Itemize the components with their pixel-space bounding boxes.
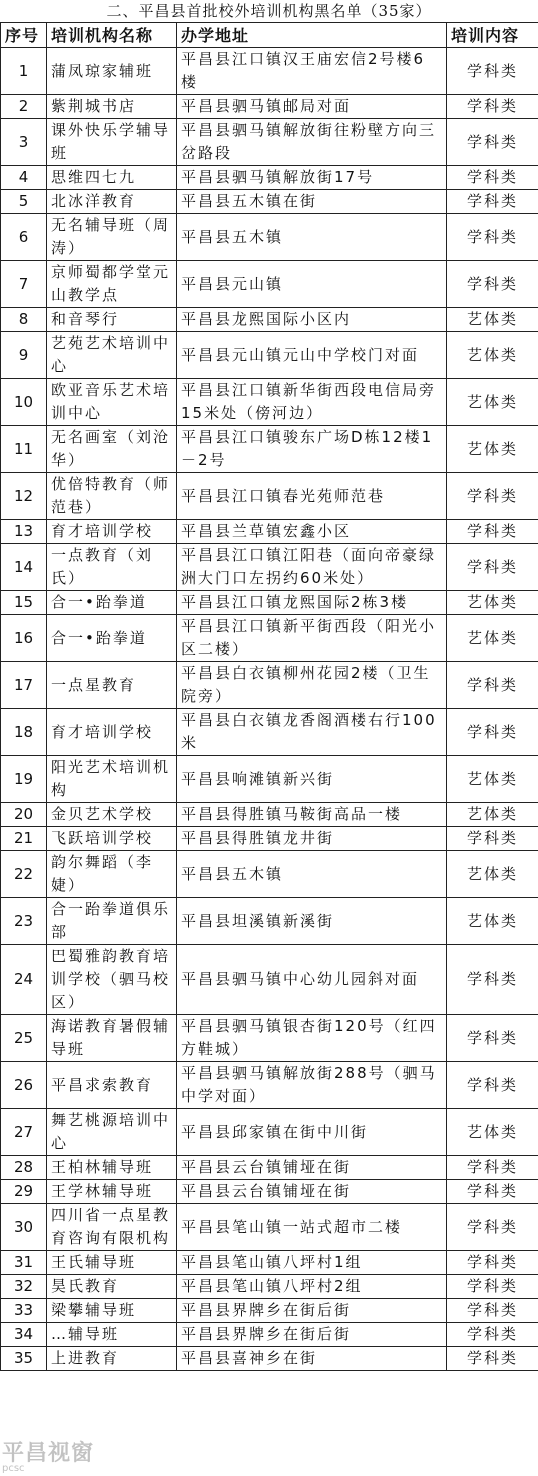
institution-name: 北冰洋教育 <box>47 190 177 214</box>
row-number: 16 <box>1 615 47 662</box>
institution-address: 平昌县五木镇 <box>177 851 447 898</box>
training-category: 学科类 <box>447 166 538 190</box>
training-category: 学科类 <box>447 261 538 308</box>
column-header-name: 培训机构名称 <box>47 23 177 48</box>
row-number: 26 <box>1 1062 47 1109</box>
table-row <box>1 1156 538 1180</box>
institution-name: 舞艺桃源培训中心 <box>47 1109 177 1156</box>
row-number: 11 <box>1 426 47 473</box>
table-row <box>1 756 538 803</box>
institution-address: 平昌县驷马镇中心幼儿园斜对面 <box>177 945 447 1015</box>
table-row <box>1 1204 538 1251</box>
institution-name: 海诺教育暑假辅导班 <box>47 1015 177 1062</box>
row-number: 23 <box>1 898 47 945</box>
institution-address: 平昌县界牌乡在街后街 <box>177 1299 447 1323</box>
institution-address: 平昌县元山镇 <box>177 261 447 308</box>
institution-address: 平昌县江口镇龙熙国际2栋3楼 <box>177 591 447 615</box>
training-category: 艺体类 <box>447 803 538 827</box>
training-category: 艺体类 <box>447 615 538 662</box>
institution-address: 平昌县兰草镇宏鑫小区 <box>177 520 447 544</box>
institution-name: 育才培训学校 <box>47 709 177 756</box>
row-number: 18 <box>1 709 47 756</box>
institution-address: 平昌县驷马镇银杏街120号（红四方鞋城） <box>177 1015 447 1062</box>
training-category: 学科类 <box>447 1347 538 1371</box>
institution-name: 艺苑艺术培训中心 <box>47 332 177 379</box>
institution-name: 欧亚音乐艺术培训中心 <box>47 379 177 426</box>
row-number: 19 <box>1 756 47 803</box>
training-category: 学科类 <box>447 1275 538 1299</box>
training-category: 学科类 <box>447 190 538 214</box>
table-row <box>1 803 538 827</box>
institution-name: 合一跆拳道俱乐部 <box>47 898 177 945</box>
institution-name: 巴蜀雅韵教育培训学校（驷马校区） <box>47 945 177 1015</box>
training-category: 学科类 <box>447 1015 538 1062</box>
institution-address: 平昌县白衣镇龙香阁酒楼右行100米 <box>177 709 447 756</box>
table-row <box>1 95 538 119</box>
row-number: 3 <box>1 119 47 166</box>
institution-name: 上进教育 <box>47 1347 177 1371</box>
row-number: 22 <box>1 851 47 898</box>
table-row <box>1 214 538 261</box>
table-row <box>1 1251 538 1275</box>
table-row <box>1 662 538 709</box>
table-row <box>1 379 538 426</box>
table-row <box>1 591 538 615</box>
training-category: 学科类 <box>447 544 538 591</box>
site-watermark <box>2 1436 94 1474</box>
table-row <box>1 1180 538 1204</box>
training-category: 学科类 <box>447 1156 538 1180</box>
row-number: 21 <box>1 827 47 851</box>
table-row <box>1 426 538 473</box>
table-row <box>1 166 538 190</box>
institution-address: 平昌县元山镇元山中学校门对面 <box>177 332 447 379</box>
row-number: 27 <box>1 1109 47 1156</box>
row-number: 25 <box>1 1015 47 1062</box>
institution-address: 平昌县五木镇在街 <box>177 190 447 214</box>
table-row <box>1 1347 538 1371</box>
row-number: 31 <box>1 1251 47 1275</box>
institution-address: 平昌县江口镇新华街西段电信局旁15米处（傍河边） <box>177 379 447 426</box>
institution-name: 飞跃培训学校 <box>47 827 177 851</box>
row-number: 30 <box>1 1204 47 1251</box>
institution-address: 平昌县江口镇骏东广场D栋12楼1－2号 <box>177 426 447 473</box>
table-row <box>1 544 538 591</box>
training-category: 艺体类 <box>447 379 538 426</box>
row-number: 12 <box>1 473 47 520</box>
institution-name: 课外快乐学辅导班 <box>47 119 177 166</box>
institution-address: 平昌县江口镇新平街西段（阳光小区二楼） <box>177 615 447 662</box>
training-category: 学科类 <box>447 520 538 544</box>
table-header-row <box>1 23 538 48</box>
training-category: 艺体类 <box>447 756 538 803</box>
table-row <box>1 851 538 898</box>
training-category: 艺体类 <box>447 898 538 945</box>
page-title: 二、平昌县首批校外培训机构黑名单（35家） <box>106 2 432 20</box>
row-number: 14 <box>1 544 47 591</box>
institution-name: 合一•跆拳道 <box>47 591 177 615</box>
training-category: 学科类 <box>447 214 538 261</box>
training-category: 学科类 <box>447 1251 538 1275</box>
institution-address: 平昌县得胜镇马鞍街高品一楼 <box>177 803 447 827</box>
table-row <box>1 1275 538 1299</box>
institution-name: …辅导班 <box>47 1323 177 1347</box>
row-number: 24 <box>1 945 47 1015</box>
institution-address: 平昌县得胜镇龙井街 <box>177 827 447 851</box>
institution-name: 思维四七九 <box>47 166 177 190</box>
institution-address: 平昌县响滩镇新兴街 <box>177 756 447 803</box>
institution-name: 梁攀辅导班 <box>47 1299 177 1323</box>
blacklist-table <box>0 22 538 1371</box>
institution-name: 平昌求索教育 <box>47 1062 177 1109</box>
training-category: 艺体类 <box>447 332 538 379</box>
table-row <box>1 1323 538 1347</box>
table-row <box>1 827 538 851</box>
institution-address: 平昌县坦溪镇新溪街 <box>177 898 447 945</box>
table-row <box>1 473 538 520</box>
institution-name: 金贝艺术学校 <box>47 803 177 827</box>
institution-name: 优倍特教育（师范巷） <box>47 473 177 520</box>
table-row <box>1 190 538 214</box>
column-header-no: 序号 <box>1 23 47 48</box>
institution-address: 平昌县五木镇 <box>177 214 447 261</box>
training-category: 艺体类 <box>447 426 538 473</box>
row-number: 33 <box>1 1299 47 1323</box>
row-number: 17 <box>1 662 47 709</box>
institution-name: 王学林辅导班 <box>47 1180 177 1204</box>
row-number: 32 <box>1 1275 47 1299</box>
training-category: 学科类 <box>447 48 538 95</box>
institution-address: 平昌县驷马镇解放街17号 <box>177 166 447 190</box>
row-number: 34 <box>1 1323 47 1347</box>
institution-name: 韵尔舞蹈（李婕） <box>47 851 177 898</box>
institution-name: 昊氏教育 <box>47 1275 177 1299</box>
institution-name: 阳光艺术培训机构 <box>47 756 177 803</box>
row-number: 28 <box>1 1156 47 1180</box>
institution-name: 四川省一点星教育咨询有限机构 <box>47 1204 177 1251</box>
institution-address: 平昌县云台镇铺垭在街 <box>177 1180 447 1204</box>
row-number: 15 <box>1 591 47 615</box>
column-header-address: 办学地址 <box>177 23 447 48</box>
institution-address: 平昌县驷马镇解放街往粉壁方向三岔路段 <box>177 119 447 166</box>
institution-address: 平昌县龙熙国际小区内 <box>177 308 447 332</box>
institution-address: 平昌县白衣镇柳州花园2楼（卫生院旁） <box>177 662 447 709</box>
row-number: 20 <box>1 803 47 827</box>
institution-name: 一点教育（刘氏） <box>47 544 177 591</box>
table-row <box>1 1109 538 1156</box>
table-row <box>1 48 538 95</box>
institution-address: 平昌县江口镇江阳巷（面向帝豪绿洲大门口左拐约60米处） <box>177 544 447 591</box>
watermark-subtext: pcsc <box>2 1463 25 1474</box>
institution-name: 紫荆城书店 <box>47 95 177 119</box>
row-number: 5 <box>1 190 47 214</box>
training-category: 艺体类 <box>447 591 538 615</box>
row-number: 7 <box>1 261 47 308</box>
training-category: 艺体类 <box>447 308 538 332</box>
table-row <box>1 898 538 945</box>
institution-name: 育才培训学校 <box>47 520 177 544</box>
training-category: 学科类 <box>447 1180 538 1204</box>
table-row <box>1 1062 538 1109</box>
institution-address: 平昌县笔山镇一站式超市二楼 <box>177 1204 447 1251</box>
training-category: 学科类 <box>447 709 538 756</box>
row-number: 9 <box>1 332 47 379</box>
table-row <box>1 1015 538 1062</box>
watermark-text: 平昌视窗 <box>2 1441 95 1466</box>
institution-address: 平昌县驷马镇邮局对面 <box>177 95 447 119</box>
table-row <box>1 119 538 166</box>
table-row <box>1 261 538 308</box>
training-category: 艺体类 <box>447 1109 538 1156</box>
institution-address: 平昌县邱家镇在街中川街 <box>177 1109 447 1156</box>
institution-address: 平昌县江口镇春光苑师范巷 <box>177 473 447 520</box>
row-number: 10 <box>1 379 47 426</box>
institution-name: 和音琴行 <box>47 308 177 332</box>
training-category: 学科类 <box>447 473 538 520</box>
table-row <box>1 520 538 544</box>
column-header-category: 培训内容 <box>447 23 538 48</box>
institution-name: 无名辅导班（周涛） <box>47 214 177 261</box>
table-row <box>1 709 538 756</box>
row-number: 29 <box>1 1180 47 1204</box>
institution-address: 平昌县笔山镇八坪村2组 <box>177 1275 447 1299</box>
training-category: 学科类 <box>447 1204 538 1251</box>
training-category: 艺体类 <box>447 851 538 898</box>
table-row <box>1 615 538 662</box>
training-category: 学科类 <box>447 1299 538 1323</box>
table-row <box>1 308 538 332</box>
table-row <box>1 945 538 1015</box>
institution-name: 王氏辅导班 <box>47 1251 177 1275</box>
institution-address: 平昌县笔山镇八坪村1组 <box>177 1251 447 1275</box>
institution-name: 合一•跆拳道 <box>47 615 177 662</box>
training-category: 学科类 <box>447 1062 538 1109</box>
row-number: 4 <box>1 166 47 190</box>
training-category: 学科类 <box>447 827 538 851</box>
training-category: 学科类 <box>447 1323 538 1347</box>
row-number: 8 <box>1 308 47 332</box>
institution-name: 一点星教育 <box>47 662 177 709</box>
table-row <box>1 332 538 379</box>
training-category: 学科类 <box>447 945 538 1015</box>
institution-address: 平昌县江口镇汉王庙宏信2号楼6楼 <box>177 48 447 95</box>
institution-address: 平昌县驷马镇解放街288号（驷马中学对面） <box>177 1062 447 1109</box>
institution-name: 蒲凤琼家辅班 <box>47 48 177 95</box>
institution-name: 王柏林辅导班 <box>47 1156 177 1180</box>
training-category: 学科类 <box>447 119 538 166</box>
table-row <box>1 1299 538 1323</box>
row-number: 6 <box>1 214 47 261</box>
institution-name: 无名画室（刘沧华） <box>47 426 177 473</box>
institution-address: 平昌县喜神乡在街 <box>177 1347 447 1371</box>
institution-address: 平昌县界牌乡在街后街 <box>177 1323 447 1347</box>
training-category: 学科类 <box>447 662 538 709</box>
training-category: 学科类 <box>447 95 538 119</box>
row-number: 13 <box>1 520 47 544</box>
institution-name: 京师蜀都学堂元山教学点 <box>47 261 177 308</box>
row-number: 35 <box>1 1347 47 1371</box>
row-number: 2 <box>1 95 47 119</box>
row-number: 1 <box>1 48 47 95</box>
institution-address: 平昌县云台镇铺垭在街 <box>177 1156 447 1180</box>
